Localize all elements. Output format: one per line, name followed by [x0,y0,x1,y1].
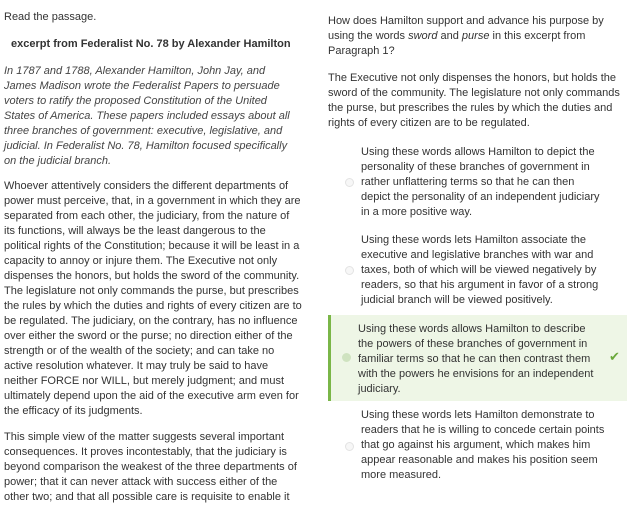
radio-button-a[interactable] [345,178,354,187]
question-prompt [328,14,618,59]
answer-option-d[interactable] [328,403,627,489]
passage-paragraph-1: Whoever attentively considers the different departments of power must perceive, that, in a government in which they are separated from each other, the judiciary, from the nature of its functions, will always be the least dangerous to the political rights of the Constitution; because it will be least in a capacity to annoy or injure them. The Executive not only dispenses the honors, but holds the sword of the community. The legislature not only commands the purse, but prescribes the rules by which the duties and rights of every citizen are to be regulated. The judiciary, on the contrary, has no influence over either the sword or the purse; no direction either of the strength or of the wealth of the society; and can take no active resolution whatever. It may truly be said to have neither FORCE nor WILL, but merely judgment; and must ultimately depend upon the aid of the executive arm even for the efficacy of its judgments. [4,180,302,417]
checkmark-icon: ✔ [609,350,620,365]
passage-intro: In 1787 and 1788, Alexander Hamilton, John Jay, and James Madison wrote the Federalist Papers to persuade voters to ratify the proposed Constitution of the United States of America. These papers included essays about all three branches of government: executive, legislative, and judicial. In Federalist No. 78, Hamilton focused specifically on the judicial branch. [4,65,290,167]
answer-option-b-text: Using these words lets Hamilton associate the executive and legislative branches with war and taxes, both of which will be viewed negatively by readers, so that his argument in favor of a strong judicial branch will be viewed positively. [361,234,599,306]
question-prompt-middle: and [437,30,462,42]
answer-option-a-text: Using these words allows Hamilton to depict the personality of these branches of government in rather unflattering terms so that he can then depict the personality of an independent judiciary in a more positive way. [361,146,600,218]
radio-button-c[interactable] [342,353,351,362]
question-prompt-end: in this excerpt from Paragraph 1? [328,30,586,57]
question-excerpt: The Executive not only dispenses the honors, but holds the sword of the community. The legislature not only commands the purse, but prescribes the rules by which the duties and rights of every citizen are to be regulated. [328,72,620,129]
passage-panel [0,0,305,503]
passage-title: excerpt from Federalist No. 78 by Alexander Hamilton [11,38,291,50]
question-word-sword: sword [408,30,438,42]
panel-divider [322,0,323,496]
answer-option-d-text: Using these words lets Hamilton demonstrate to readers that he is willing to concede certain points that go against his argument, which makes him appear reasonable and makes his position seem more measured. [361,409,605,481]
passage-instruction: Read the passage. [4,11,97,23]
radio-button-b[interactable] [345,266,354,275]
radio-button-d[interactable] [345,442,354,451]
question-word-purse: purse [461,30,490,42]
answer-option-a[interactable] [328,139,627,225]
question-panel [328,0,633,496]
answer-option-c[interactable] [328,315,627,401]
answer-option-b[interactable] [328,227,627,313]
question-prompt-start: How does Hamilton support and advance his purpose by using the words [328,15,604,42]
answer-option-c-text: Using these words allows Hamilton to describe the powers of these branches of government in familiar terms so that he can then contrast them with the powers he envisions for an independent judiciary. [358,323,594,395]
passage-paragraph-2: This simple view of the matter suggests several important consequences. It proves incontestably, that the judiciary is beyond comparison the weakest of the three departments of power; that it can never attack with success either of the other two; and that all possible care is requisite to enable it [4,431,297,503]
